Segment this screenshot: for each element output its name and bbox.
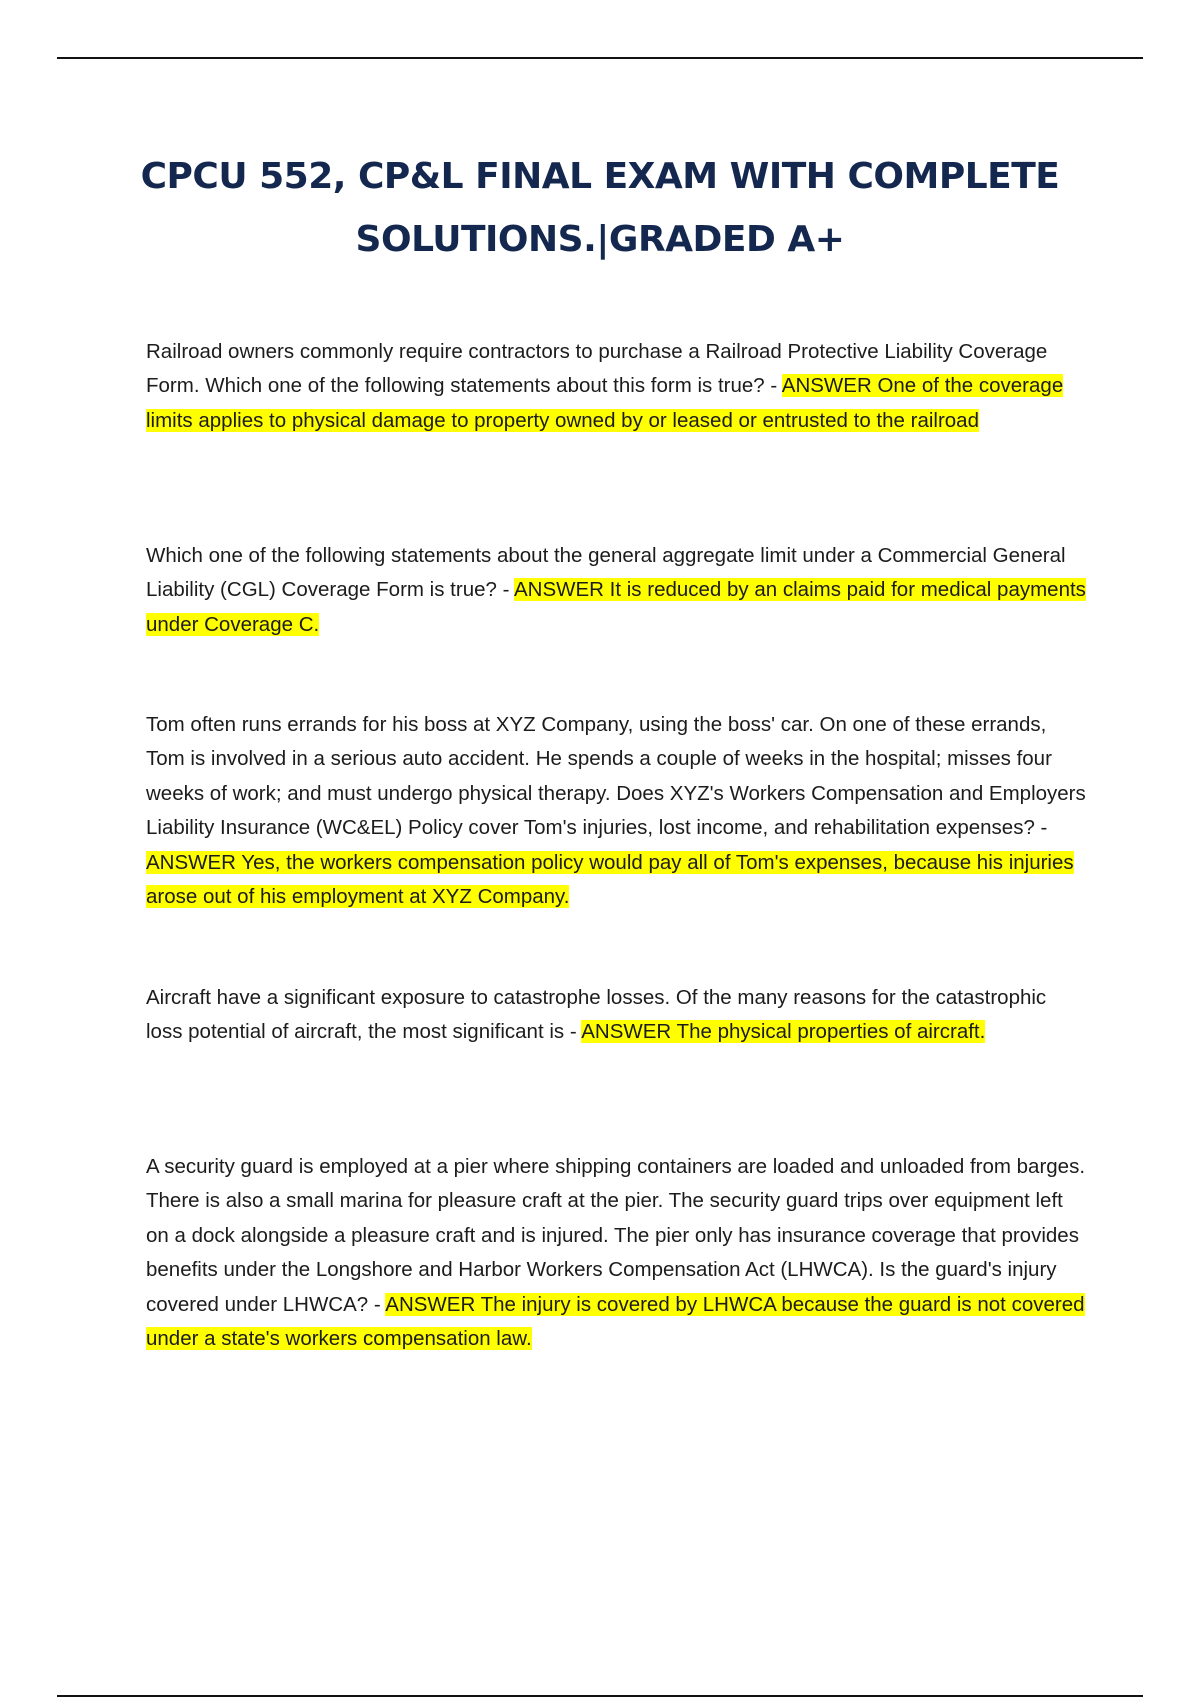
question-text: Tom often runs errands for his boss at XYZ Company, using the boss' car. On one of these errands, Tom is involved in a serious auto accident. He spends a couple of weeks in the hospital; misses four weeks of work; and must undergo physical therapy. Does XYZ's Workers Compensation and Employers Liability Insurance (WC&EL) Policy cover Tom's injuries, lost income, and rehabilitation expenses? - [146, 713, 1086, 840]
qa-item [146, 539, 1086, 642]
question-text: Railroad owners commonly require contractors to purchase a Railroad Protective Liability Coverage Form. Which one of the following statements about this form is true? - [146, 340, 1048, 398]
qa-item [146, 981, 1086, 1050]
bottom-rule [57, 1695, 1143, 1697]
document-title [120, 145, 1080, 271]
answer-highlight: ANSWER It is reduced by an claims paid for medical payments under Coverage C. [146, 578, 1086, 636]
answer-highlight: ANSWER The injury is covered by LHWCA because the guard is not covered under a state's workers compensation law. [146, 1292, 1085, 1351]
qa-item [146, 708, 1086, 914]
qa-item [146, 1150, 1086, 1356]
answer-highlight: ANSWER The physical properties of aircraft. [581, 1020, 986, 1044]
question-text: A security guard is employed at a pier where shipping containers are loaded and unloaded from barges. There is also a small marina for pleasure craft at the pier. The security guard trips over equipment left on a dock alongside a pleasure craft and is injured. The pier only has insurance coverage that provides benefits under the Longshore and Harbor Workers Compensation Act (LHWCA). Is the guard's injury covered under LHWCA? - [146, 1155, 1086, 1316]
question-text: Aircraft have a significant exposure to catastrophe losses. Of the many reasons for the catastrophic loss potential of aircraft, the most significant is - [146, 986, 1047, 1044]
answer-highlight: ANSWER One of the coverage limits applies to physical damage to property owned by or leased or entrusted to the railroad [146, 374, 1064, 432]
title-line-2: SOLUTIONS.|GRADED A+ [355, 219, 845, 260]
title-line-1: CPCU 552, CP&L FINAL EXAM WITH COMPLETE [140, 156, 1060, 197]
answer-highlight: ANSWER Yes, the workers compensation policy would pay all of Tom's expenses, because his injuries arose out of his employment at XYZ Company. [146, 850, 1074, 909]
top-rule [57, 57, 1143, 59]
question-text: Which one of the following statements about the general aggregate limit under a Commercial General Liability (CGL) Coverage Form is true? - [146, 544, 1066, 602]
qa-item [146, 335, 1086, 438]
